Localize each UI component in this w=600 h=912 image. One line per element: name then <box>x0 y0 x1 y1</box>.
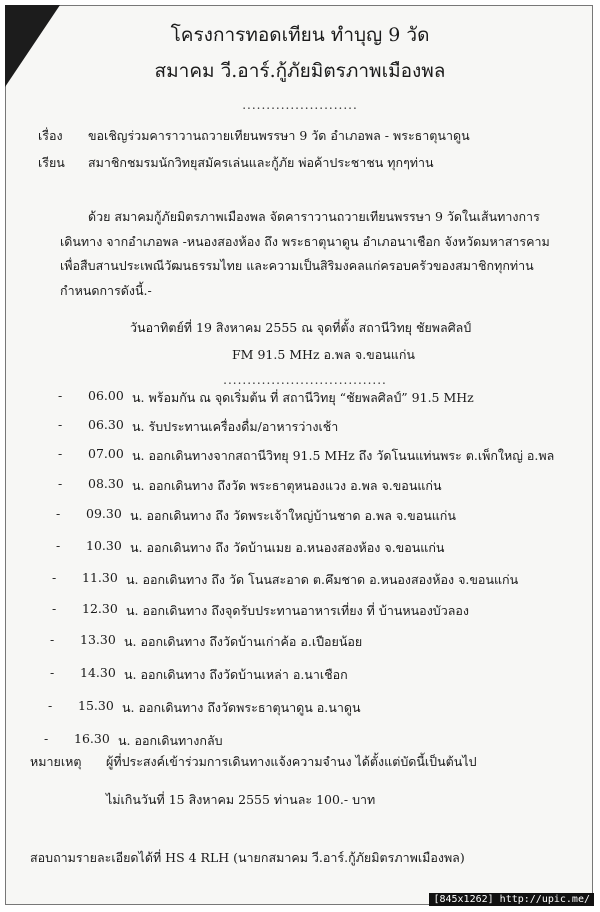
schedule-time: 11.30 <box>82 570 118 585</box>
bullet-dash: - <box>50 665 55 680</box>
schedule-activity: น. ออกเดินทางกลับ <box>118 733 223 748</box>
body-line: ด้วย สมาคมกู้ภัยมิตรภาพเมืองพล จัดคาราวานถวายเทียนพรรษา 9 วัดในเส้นทางการ <box>88 209 540 224</box>
schedule-activity: น. พร้อมกัน ณ จุดเริ่มต้น ที่ สถานีวิทยุ “ชัยพลศิลป์” 91.5 MHz <box>132 390 474 405</box>
schedule-time: 14.30 <box>80 665 116 680</box>
bullet-dash: - <box>58 388 63 403</box>
bullet-dash: - <box>52 601 57 616</box>
separator-dots: ........................ <box>242 98 358 112</box>
schedule-time: 16.30 <box>74 731 110 746</box>
bullet-dash: - <box>58 476 63 491</box>
bullet-dash: - <box>56 506 61 521</box>
schedule-activity: น. ออกเดินทาง ถึง วัด โนนสะอาด ต.คึมชาด อ.หนองสองห้อง จ.ขอนแก่น <box>126 572 519 587</box>
schedule-activity: น. รับประทานเครื่องดื่ม/อาหารว่างเช้า <box>132 419 339 434</box>
subject-text: ขอเชิญร่วมคาราวานถวายเทียนพรรษา 9 วัด อำเภอพล - พระธาตุนาดูน <box>88 128 470 143</box>
frequency-line: FM 91.5 MHz อ.พล จ.ขอนแก่น <box>232 347 415 362</box>
schedule-activity: น. ออกเดินทาง ถึงวัด พระธาตุหนองแวง อ.พล จ.ขอนแก่น <box>132 478 442 493</box>
schedule-time: 08.30 <box>88 476 124 491</box>
schedule-activity: น. ออกเดินทาง ถึง วัดพระเจ้าใหญ่บ้านชาด อ.พล จ.ขอนแก่น <box>130 508 456 523</box>
schedule-activity: น. ออกเดินทาง ถึงวัดพระธาตุนาดูน อ.นาดูน <box>122 700 361 715</box>
separator-dots: .................................. <box>223 373 387 387</box>
image-host-tag: [845x1262] http://upic.me/ <box>429 893 594 906</box>
schedule-activity: น. ออกเดินทาง ถึงจุดรับประทานอาหารเที่ยง ที่ บ้านหนองบัวลอง <box>126 603 470 618</box>
body-line: กำหนดการดังนี้.- <box>60 282 152 298</box>
bullet-dash: - <box>58 446 63 461</box>
schedule-time: 06.00 <box>88 388 124 403</box>
schedule-time: 15.30 <box>78 698 114 713</box>
subject-label: เรื่อง <box>38 128 63 143</box>
bullet-dash: - <box>44 731 49 746</box>
note-text: ผู้ที่ประสงค์เข้าร่วมการเดินทางแจ้งความจำนง ได้ตั้งแต่บัดนี้เป็นต้นไป <box>106 754 477 769</box>
recipient-label: เรียน <box>38 155 65 170</box>
bullet-dash: - <box>48 698 53 713</box>
note-label: หมายเหตุ <box>30 754 82 769</box>
body-paragraph <box>60 205 570 303</box>
note-text-deadline: ไม่เกินวันที่ 15 สิงหาคม 2555 ท่านละ 100.- บาท <box>106 792 376 807</box>
schedule-time: 10.30 <box>86 538 122 553</box>
schedule-activity: น. ออกเดินทาง ถึงวัดบ้านเก่าค้อ อ.เปือยน้อย <box>124 634 363 649</box>
schedule-time: 06.30 <box>88 417 124 432</box>
document-title-line2: สมาคม วี.อาร์.กู้ภัยมิตรภาพเมืองพล <box>154 60 446 82</box>
schedule-time: 09.30 <box>86 506 122 521</box>
bullet-dash: - <box>56 538 61 553</box>
bullet-dash: - <box>52 570 57 585</box>
body-line: เพื่อสืบสานประเพณีวัฒนธรรมไทย และความเป็นสิริมงคลแก่ครอบครัวของสมาชิกทุกท่าน <box>60 258 534 273</box>
schedule-activity: น. ออกเดินทาง ถึง วัดบ้านเมย อ.หนองสองห้อง จ.ขอนแก่น <box>130 540 445 555</box>
event-date-line: วันอาทิตย์ที่ 19 สิงหาคม 2555 ณ จุดที่ตั้ง สถานีวิทยุ ชัยพลศิลป์ <box>130 320 472 335</box>
body-line: เดินทาง จากอำเภอพล -หนองสองห้อง ถึง พระธาตุนาดูน อำเภอนาเชือก จังหวัดมหาสารคาม <box>60 233 550 249</box>
schedule-activity: น. ออกเดินทางจากสถานีวิทยุ 91.5 MHz ถึง วัดโนนแท่นพระ ต.เพ็กใหญ่ อ.พล <box>132 448 555 463</box>
schedule-time: 13.30 <box>80 632 116 647</box>
schedule-time: 12.30 <box>82 601 118 616</box>
recipient-text: สมาชิกชมรมนักวิทยุสมัครเล่นและกู้ภัย พ่อค้าประชาชน ทุกๆท่าน <box>88 155 434 170</box>
schedule-time: 07.00 <box>88 446 124 461</box>
document-title-line1: โครงการทอดเทียน ทำบุญ 9 วัด <box>170 24 430 46</box>
contact-line: สอบถามรายละเอียดได้ที่ HS 4 RLH (นายกสมาคม วี.อาร์.กู้ภัยมิตรภาพเมืองพล) <box>30 850 465 865</box>
bullet-dash: - <box>50 632 55 647</box>
bullet-dash: - <box>58 417 63 432</box>
schedule-activity: น. ออกเดินทาง ถึงวัดบ้านเหล่า อ.นาเชือก <box>124 667 348 682</box>
